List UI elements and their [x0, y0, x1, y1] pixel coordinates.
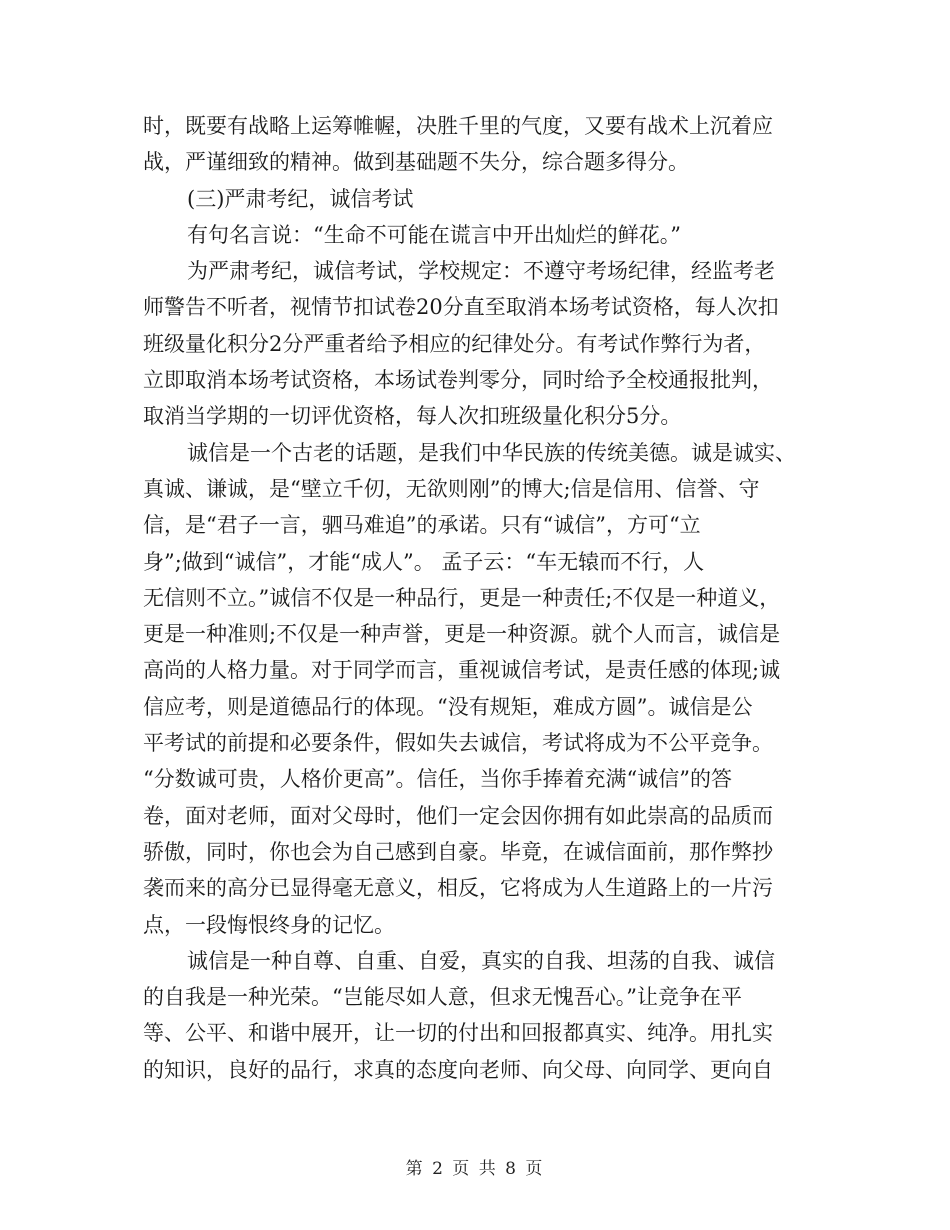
text-line: 平考试的前提和必要条件，假如失去诚信，考试将成为不公平竞争。	[143, 731, 773, 756]
text-line: 为严肃考纪，诚信考试，学校规定：不遵守考场纪律，经监考老	[187, 259, 775, 284]
text-line: 有句名言说：“生命不可能在谎言中开出灿烂的鲜花。”	[187, 222, 681, 247]
text-line: 诚信是一种自尊、自重、自爱，真实的自我、坦荡的自我、诚信	[187, 948, 775, 973]
text-line: 的自我是一种光荣。“岂能尽如人意，但求无愧吾心。”让竞争在平	[143, 985, 742, 1010]
section-heading: (三)严肃考纪，诚信考试	[187, 186, 414, 211]
text-line: 卷，面对老师，面对父母时，他们一定会因你拥有如此崇高的品质而	[143, 803, 773, 828]
text-line: 的知识，良好的品行，求真的态度向老师、向父母、向同学、更向自	[143, 1057, 773, 1082]
text-line: “分数诚可贵，人格价更高”。信任，当你手捧着充满“诚信”的答	[143, 767, 732, 792]
text-line: 班级量化积分2分严重者给予相应的纪律处分。有考试作弊行为者，	[143, 331, 766, 356]
text-line: 师警告不听者，视情节扣试卷20分直至取消本场考试资格，每人次扣	[143, 295, 779, 320]
body-text	[143, 108, 823, 1088]
text-line: 点，一段悔恨终身的记忆。	[143, 912, 395, 937]
text-line: 等、公平、和谐中展开，让一切的付出和回报都真实、纯净。用扎实	[143, 1021, 773, 1046]
text-line: 无信则不立。”诚信不仅是一种品行，更是一种责任;不仅是一种道义，	[143, 585, 781, 610]
text-line: 高尚的人格力量。对于同学而言，重视诚信考试，是责任感的体现;诚	[143, 658, 781, 683]
text-line: 时，既要有战略上运筹帷幄，决胜千里的气度，又要有战术上沉着应	[143, 114, 773, 138]
text-line: 立即取消本场考试资格，本场试卷判零分，同时给予全校通报批判，	[143, 368, 773, 393]
page-number-footer: 第 2 页 共 8 页	[405, 1159, 545, 1179]
text-line: 战，严谨细致的精神。做到基础题不失分，综合题多得分。	[143, 150, 689, 175]
text-line: 袭而来的高分已显得毫无意义，相反，它将成为人生道路上的一片污	[143, 876, 773, 901]
text-line: 信应考，则是道德品行的体现。“没有规矩，难成方圆”。诚信是公	[143, 694, 753, 719]
text-line: 真诚、谦诚，是“壁立千仞，无欲则刚”的博大;信是信用、信誉、守	[143, 476, 760, 501]
text-line: 信，是“君子一言，驷马难追”的承诺。只有“诚信”，方可“立	[143, 513, 701, 538]
text-line: 身”;做到“诚信”，才能“成人”。 孟子云：“车无辕而不行，人	[143, 549, 705, 574]
text-line: 诚信是一个古老的话题，是我们中华民族的传统美德。诚是诚实、	[187, 440, 796, 465]
text-line: 骄傲，同时，你也会为自己感到自豪。毕竟，在诚信面前，那作弊抄	[143, 839, 773, 864]
text-line: 更是一种准则;不仅是一种声誉，更是一种资源。就个人而言，诚信是	[143, 622, 781, 647]
text-line: 取消当学期的一切评优资格，每人次扣班级量化积分5分。	[143, 404, 682, 429]
